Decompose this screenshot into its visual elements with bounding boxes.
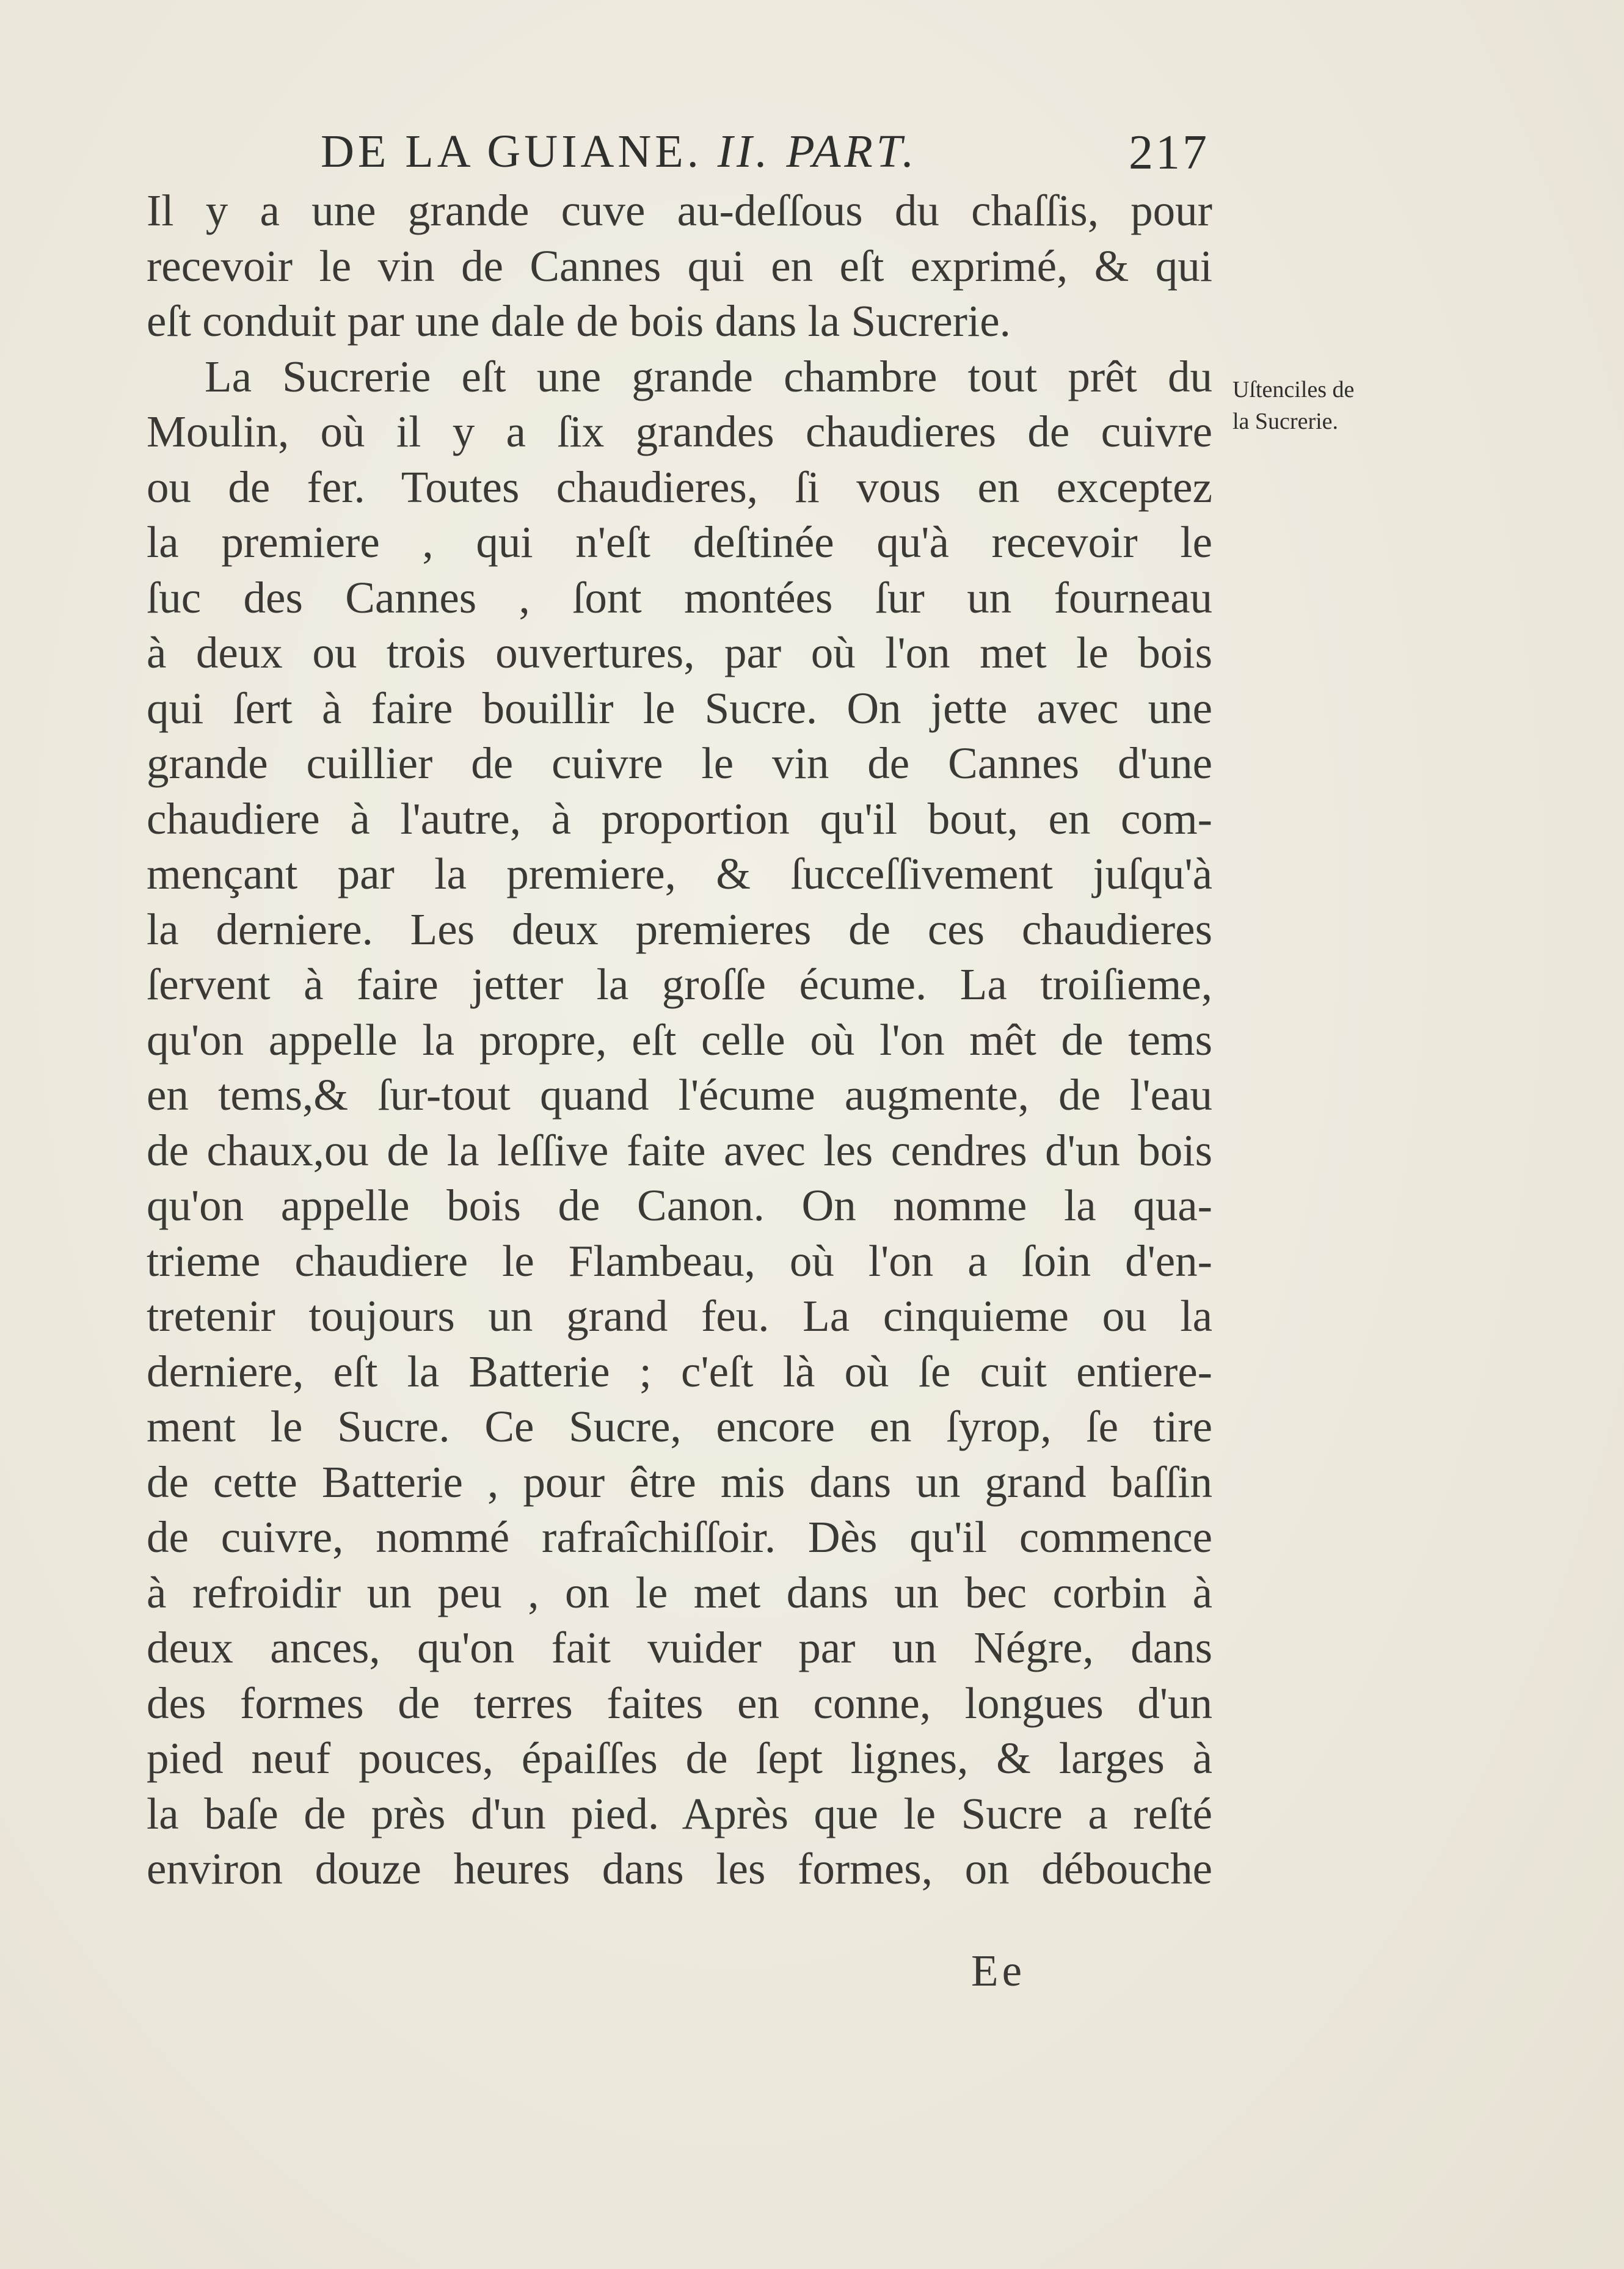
text-line: de cuivre, nommé rafraîchiſſoir. Dès qu'il commence	[147, 1512, 1212, 1562]
text-line: qu'on appelle la propre, eſt celle où l'on mêt de tems	[147, 1014, 1212, 1065]
text-line: recevoir le vin de Cannes qui en eſt exprimé, & qui	[147, 241, 1212, 291]
margin-note-line-1: Uſtenciles de	[1233, 377, 1355, 402]
text-line: derniere, eſt la Batterie ; c'eſt là où ſe cuit entiere-	[147, 1346, 1212, 1396]
margin-note	[1233, 374, 1354, 437]
text-line: pied neuf pouces, épaiſſes de ſept lignes, & larges à	[147, 1733, 1212, 1783]
running-header	[305, 125, 1234, 192]
text-line: chaudiere à l'autre, à proportion qu'il bout, en com-	[147, 793, 1212, 843]
text-line: à deux ou trois ouvertures, par où l'on met le bois	[147, 628, 1212, 677]
text-line: la baſe de près d'un pied. Après que le Sucre a reſté	[147, 1788, 1212, 1838]
text-line: tretenir toujours un grand feu. La cinquieme ou la	[147, 1291, 1212, 1341]
catchword: Ee	[971, 1946, 1025, 1995]
text-line: environ douze heures dans les formes, on débouche	[147, 1844, 1212, 1893]
text-line: deux ances, qu'on fait vuider par un Négre, dans	[147, 1623, 1212, 1672]
text-line: ou de fer. Toutes chaudieres, ſi vous en exceptez	[147, 462, 1212, 512]
text-line: grande cuillier de cuivre le vin de Cannes d'une	[147, 738, 1212, 788]
text-line: qui ſert à faire bouillir le Sucre. On jette avec une	[147, 683, 1212, 733]
text-line: Moulin, où il y a ſix grandes chaudieres de cuivre	[147, 407, 1212, 456]
text-line: La Sucrerie eſt une grande chambre tout prêt du	[205, 351, 1212, 401]
page-number: 217	[1129, 126, 1209, 180]
header-part: II. PART.	[717, 126, 918, 177]
text-line: des formes de terres faites en conne, longues d'un	[147, 1678, 1212, 1728]
margin-note-line-2: la Sucrerie.	[1233, 409, 1339, 434]
header-book-title: DE LA GUIANE.	[321, 126, 702, 177]
text-line: ment le Sucre. Ce Sucre, encore en ſyrop, ſe tire	[147, 1402, 1212, 1451]
text-line: eſt conduit par une dale de bois dans la Sucrerie.	[147, 296, 1011, 346]
text-line: la premiere , qui n'eſt deſtinée qu'à recevoir le	[147, 517, 1212, 567]
text-line: trieme chaudiere le Flambeau, où l'on a ſoin d'en-	[147, 1236, 1212, 1286]
body-text	[147, 183, 1212, 1897]
text-line: ſervent à faire jetter la groſſe écume. La troiſieme,	[147, 960, 1212, 1009]
text-line: mençant par la premiere, & ſucceſſivement juſqu'à	[147, 849, 1212, 898]
header-title	[321, 125, 917, 178]
text-line: de chaux,ou de la leſſive faite avec les cendres d'un bois	[147, 1125, 1212, 1175]
text-line: de cette Batterie , pour être mis dans un grand baſſin	[147, 1457, 1212, 1507]
text-line: la derniere. Les deux premieres de ces chaudieres	[147, 904, 1212, 954]
text-line: à refroidir un peu , on le met dans un bec corbin à	[147, 1567, 1212, 1617]
text-line: Il y a une grande cuve au-deſſous du chaſſis, pour	[147, 186, 1212, 235]
text-line: qu'on appelle bois de Canon. On nomme la qua-	[147, 1181, 1212, 1230]
text-line: en tems,& ſur-tout quand l'écume augmente, de l'eau	[147, 1070, 1212, 1120]
text-line: ſuc des Cannes , ſont montées ſur un fourneau	[147, 572, 1212, 622]
